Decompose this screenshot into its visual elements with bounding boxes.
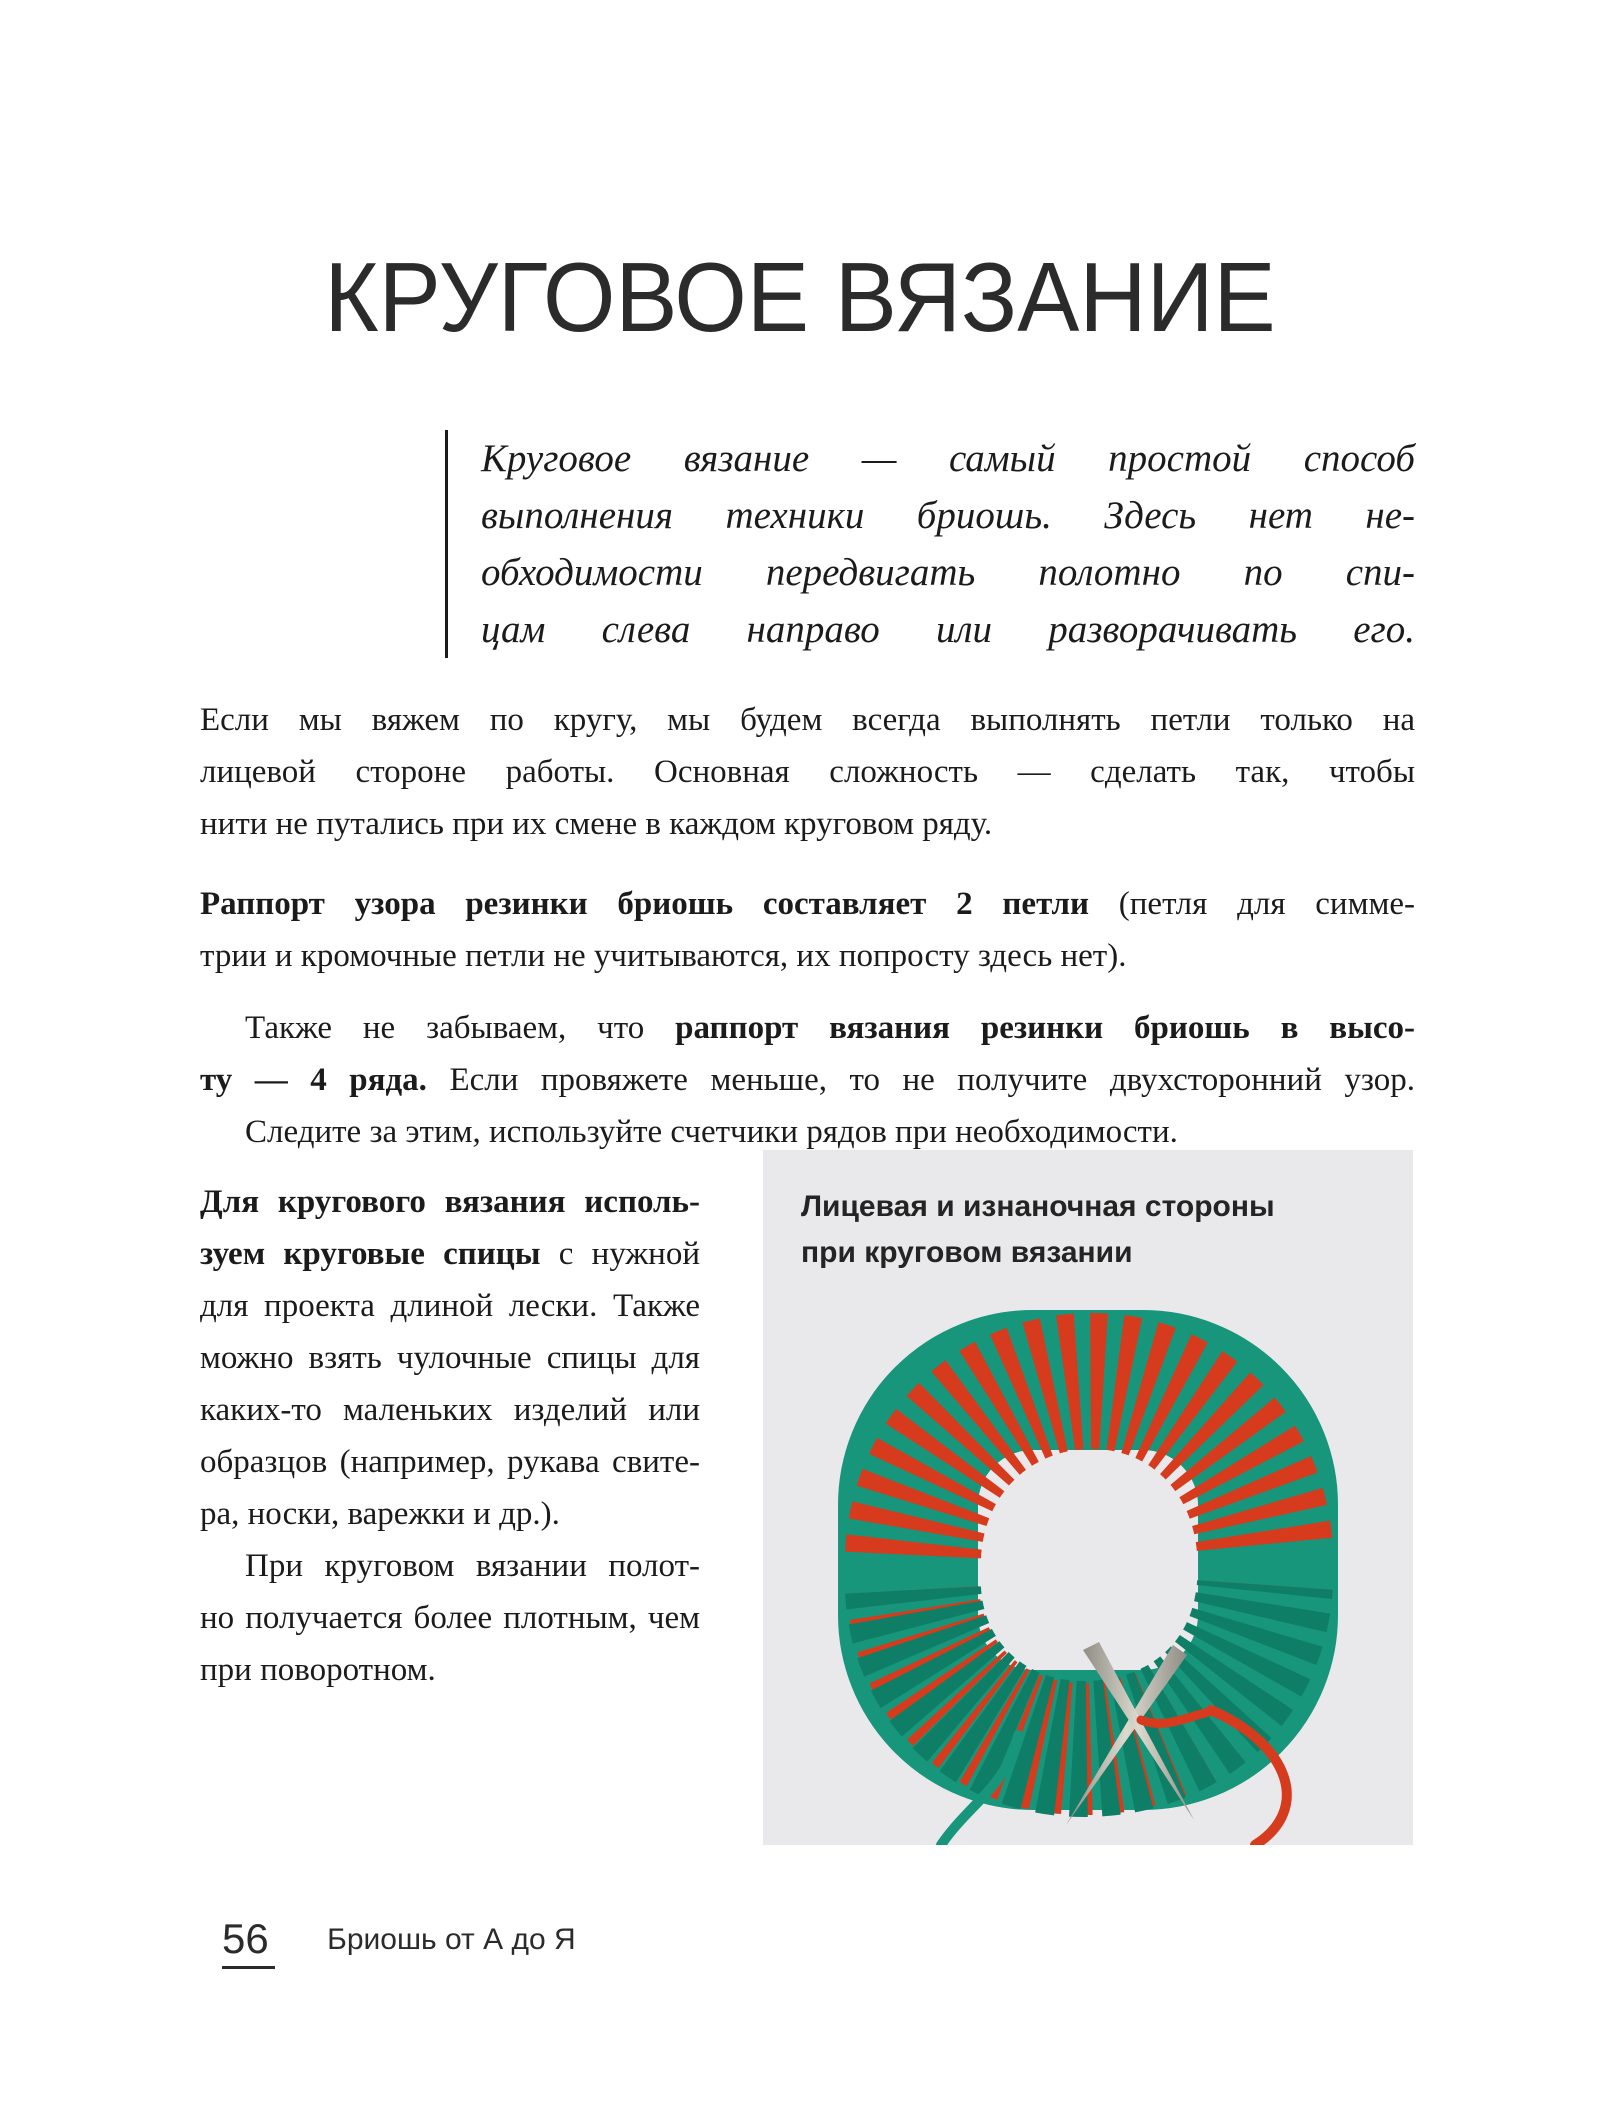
text-line: нити не путались при их смене в каждом круговом ряду. xyxy=(200,806,993,842)
bold-run: раппорт вязания резинки бриошь в высо- xyxy=(675,1010,1415,1046)
book-title: Бриошь от А до Я xyxy=(327,1923,576,1956)
lead-quote xyxy=(445,430,1415,658)
quote-line: цам слева направо или разворачивать его. xyxy=(481,608,1415,651)
quote-line: Круговое вязание — самый простой способ xyxy=(481,437,1415,480)
text-line: Следите за этим, используйте счетчики рядов при необходимости. xyxy=(245,1114,1178,1150)
text-run: Также не забываем, что xyxy=(245,1010,676,1046)
text-line: ра, носки, варежки и др.). xyxy=(200,1496,560,1532)
bold-run: зуем круговые спицы xyxy=(200,1236,541,1272)
page-footer xyxy=(222,1915,576,1969)
text-run: Если провяжете меньше, то не получите двухсторонний узор. xyxy=(426,1062,1415,1098)
caption-line: Лицевая и изнаночная стороны xyxy=(801,1190,1275,1223)
text-line: лицевой стороне работы. Основная сложность — сделать так, чтобы xyxy=(200,754,1415,790)
text-line: но получается более плотным, чем xyxy=(200,1600,700,1636)
text-run: с нужной xyxy=(540,1236,701,1272)
text-line: можно взять чулочные спицы для xyxy=(200,1340,700,1376)
caption-line: при круговом вязании xyxy=(801,1236,1133,1269)
text-line: для проекта длиной лески. Также xyxy=(200,1288,700,1324)
text-line xyxy=(200,1228,700,1280)
text-line: при поворотном. xyxy=(200,1652,436,1688)
circular-needles-paragraph xyxy=(200,1176,700,1696)
text-line: трии и кромочные петли не учитываются, их попросту здесь нет). xyxy=(200,938,1127,974)
text-line xyxy=(200,1002,1415,1054)
photo-caption xyxy=(801,1184,1375,1276)
bold-run: Для кругового вязания исполь- xyxy=(200,1184,700,1220)
bold-run: Раппорт узора резинки бриошь составляет 2 петли xyxy=(200,886,1089,922)
text-line: образцов (например, рукава свите- xyxy=(200,1444,700,1480)
text-line xyxy=(200,1176,700,1228)
quote-line: выполнения техники бриошь. Здесь нет не- xyxy=(481,494,1415,537)
intro-paragraph xyxy=(200,694,1415,850)
text-line xyxy=(200,878,1415,930)
bold-run: ту — 4 ряда. xyxy=(200,1062,427,1098)
height-rapport-paragraph xyxy=(200,1002,1415,1158)
text-line: При круговом вязании полот- xyxy=(245,1548,700,1584)
page-title: КРУГОВОЕ ВЯЗАНИЕ xyxy=(324,242,1276,352)
rapport-paragraph xyxy=(200,878,1415,982)
text-line xyxy=(200,1054,1415,1106)
text-line: Если мы вяжем по кругу, мы будем всегда выполнять петли только на xyxy=(200,702,1415,738)
text-line: каких-то маленьких изделий или xyxy=(200,1392,700,1428)
knitting-photo xyxy=(763,1150,1413,1845)
page-number: 56 xyxy=(222,1918,275,1969)
text-run: (петля для симме- xyxy=(1089,886,1415,922)
quote-line: обходимости передвигать полотно по спи- xyxy=(481,551,1415,594)
